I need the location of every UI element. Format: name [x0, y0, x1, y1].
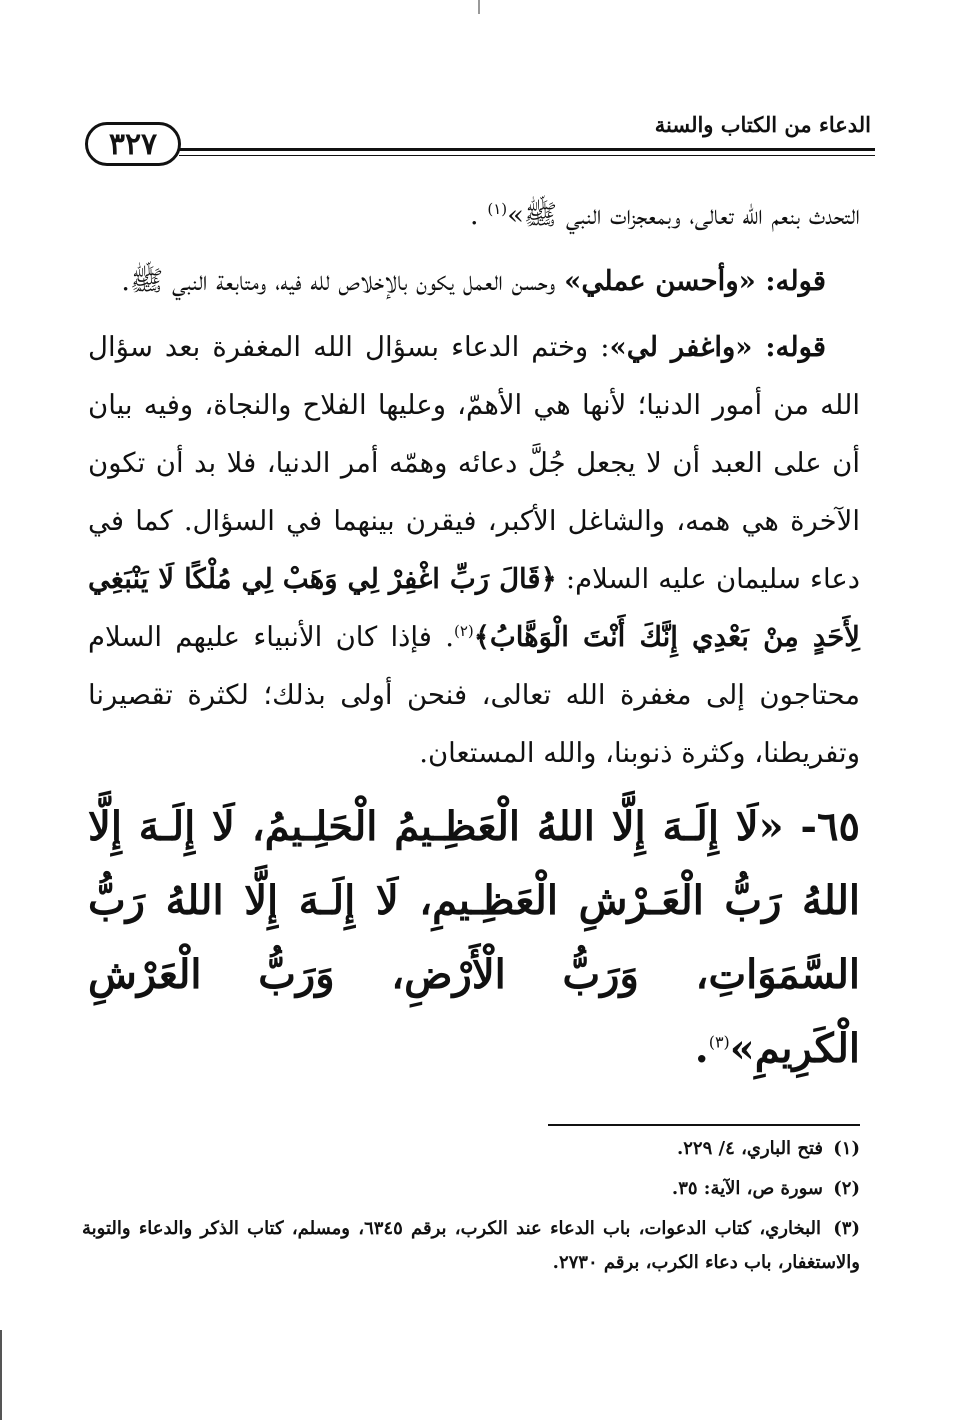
running-title: الدعاء من الكتاب والسنة [654, 112, 871, 137]
footnote-3 [82, 1212, 860, 1280]
paragraph-1-text: التحدث بنعم الله تعالى، وبمعجزات النبي ﷺ» [507, 199, 860, 231]
footnote-1 [82, 1132, 860, 1166]
footnote-text: سورة ص، الآية: ٣٥. [671, 1178, 823, 1199]
quran-verse: ﴿قَالَ رَبِّ اغْفِرْ لِي وَهَبْ لِي مُلْكًا لَا يَنْبَغِي لِأَحَدٍ مِنْ بَعْدِي إِنَّكَ أَنْتَ الْوَهَّابُ﴾ [88, 563, 860, 653]
header-rule-thin [179, 155, 875, 156]
paragraph-2 [88, 252, 860, 310]
paragraph-3 [88, 318, 860, 782]
footnote-2 [82, 1172, 860, 1206]
footnote-ref-3: (٣) [708, 1032, 730, 1052]
footnotes [82, 1132, 860, 1280]
header-rule [179, 148, 875, 151]
dua-end: . [694, 1025, 709, 1072]
paragraph-3-lead: قوله: [752, 331, 826, 363]
scan-mark [478, 0, 480, 14]
page-number: ٣٢٧ [85, 122, 181, 166]
footnote-text: فتح الباري، ٤/ ٢٢٩. [676, 1138, 823, 1159]
footnote-text: البخاري، كتاب الدعوات، باب الدعاء عند الكرب، برقم ٦٣٤٥، ومسلم، كتاب الذكر والدعاء والتوبة والاستغفار، باب دعاء الكرب، برقم ٢٧٣٠. [82, 1218, 860, 1273]
dua-text: «لَا إِلَـهَ إِلَّا اللهُ الْعَظِـيمُ الْحَلِـيمُ، لَا إِلَـهَ إِلَّا اللهُ رَبُّ الْعَـرْشِ الْعَظِـيمِ، لَا إِلَـهَ إِلَّا اللهُ رَبُّ السَّمَوَاتِ، وَرَبُّ الْأَرْضِ، وَرَبُّ الْعَرْشِ الْكَرِيمِ» [88, 803, 860, 1072]
page-header [85, 108, 875, 180]
footnote-number: (١) [833, 1138, 860, 1159]
scan-edge [0, 1330, 2, 1420]
footnote-ref-2: (٢) [454, 621, 474, 640]
body-text [88, 186, 860, 1086]
footnote-number: (٢) [833, 1178, 860, 1199]
footnote-separator [548, 1124, 860, 1126]
dua-number: ٦٥- [783, 803, 860, 850]
dua-65 [88, 790, 860, 1086]
footnote-number: (٣) [833, 1218, 860, 1239]
paragraph-3-text2: . فإذا كان الأنبياء عليهم السلام محتاجون إلى مغفرة الله تعالى، فنحن أولى بذلك؛ لكثرة تقصيرنا وتفريطنا، وكثرة ذنوبنا، والله المستعان. [88, 621, 860, 769]
paragraph-2-lead: قوله: [755, 265, 826, 297]
footnote-ref-1: (١) [487, 199, 508, 218]
paragraph-1 [88, 186, 860, 244]
paragraph-3-quote: «واغفر لي» [609, 331, 753, 363]
paragraph-2-text: وحسن العمل يكون بالإخلاص لله فيه، ومتابعة النبي ﷺ. [121, 265, 565, 297]
paragraph-3-text1: : وختم الدعاء بسؤال الله المغفرة بعد سؤال الله من أمور الدنيا؛ لأنها هي الأهمّ، وعليها الفلاح والنجاة، وفيه بيان أن على العبد أن لا يجعل جُلَّ دعائه وهمّه أمر الدنيا، فلا بد أن تكون الآخرة هي همه، والشاغل الأكبر، فيقرن بينهما في السؤال. كما في دعاء سليمان عليه السلام: [88, 331, 860, 595]
paragraph-1-end: . [469, 199, 488, 231]
paragraph-2-quote: «وأحسن عملي» [564, 265, 756, 297]
